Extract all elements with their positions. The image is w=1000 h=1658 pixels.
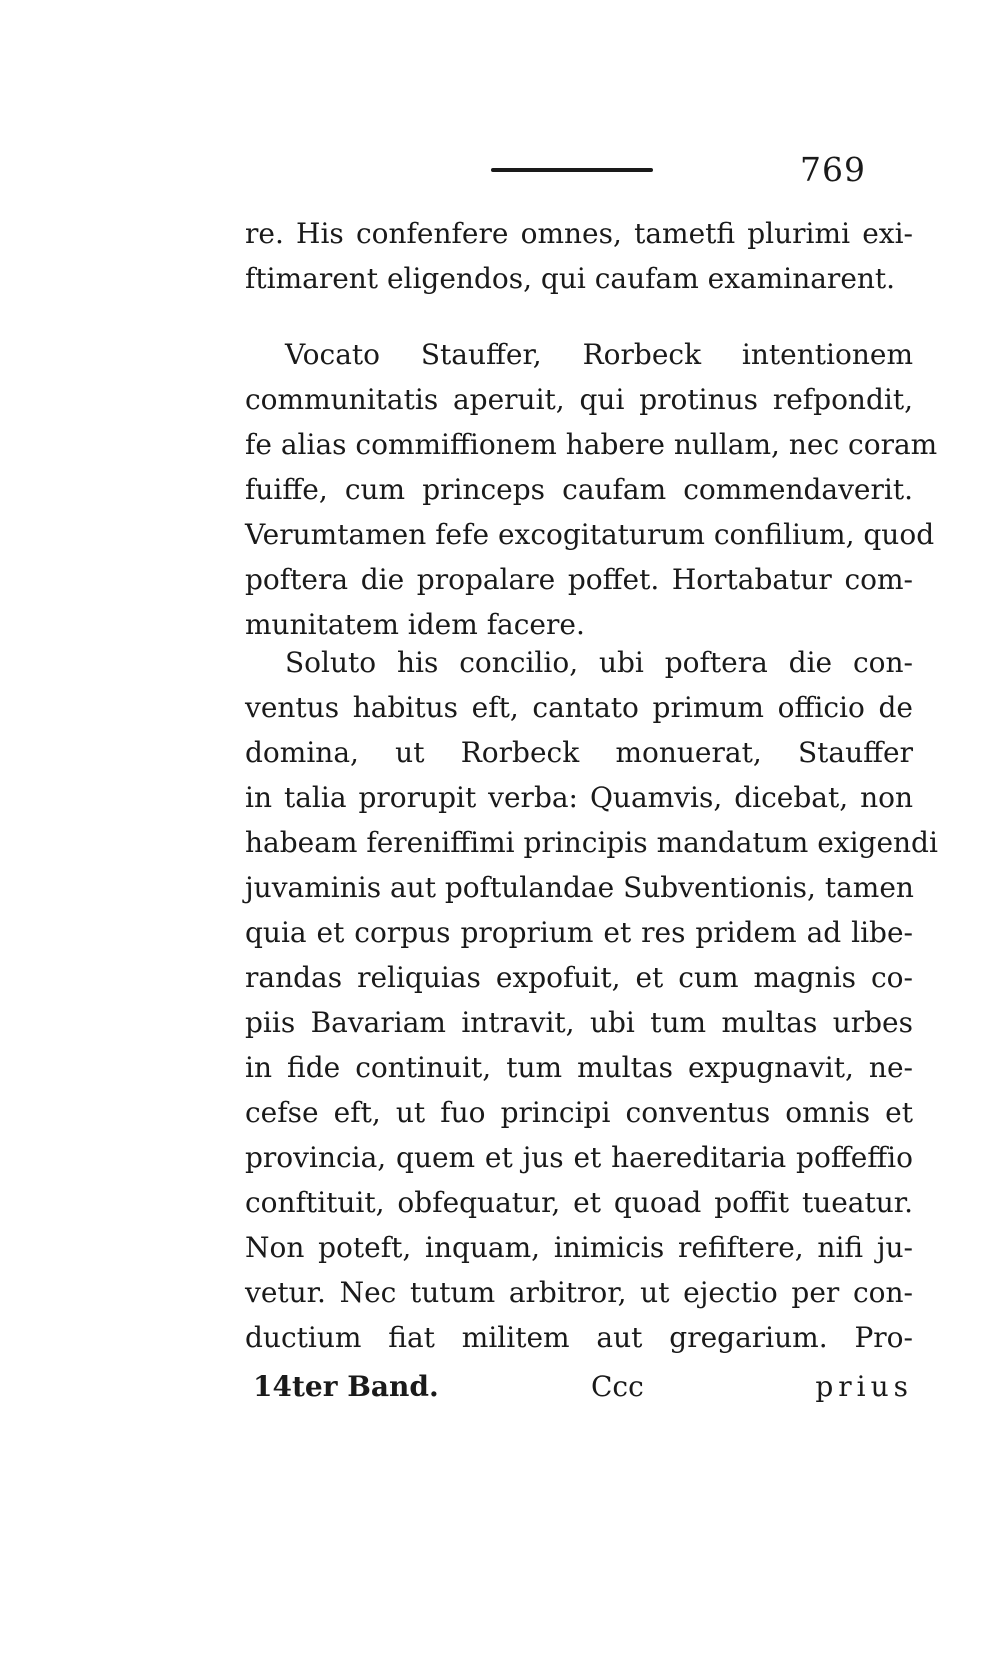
page-number: 769	[800, 150, 866, 189]
text-line: habeam fereniffimi principis mandatum exigendi	[245, 826, 938, 859]
text-line: randas reliquias expofuit, et cum magnis co-	[245, 961, 913, 994]
catchword: prius	[815, 1370, 913, 1403]
text-line: fuiffe, cum princeps caufam commendaverit.	[245, 473, 913, 506]
volume-signature: 14ter Band.	[253, 1370, 439, 1403]
text-line: ftimarent eligendos, qui caufam examinarent.	[245, 262, 896, 295]
text-line: Soluto his concilio, ubi poftera die con-	[285, 646, 913, 679]
text-line: cefse eft, ut fuo principi conventus omnis et	[245, 1096, 913, 1129]
text-line: in talia prorupit verba: Quamvis, dicebat, non	[245, 781, 913, 814]
page-footer	[245, 1370, 913, 1410]
text-line: ventus habitus eft, cantato primum officio de	[245, 691, 913, 724]
text-line: piis Bavariam intravit, ubi tum multas urbes	[245, 1006, 913, 1039]
text-line: Vocato Stauffer, Rorbeck intentionem	[285, 338, 913, 371]
paragraph-2	[245, 332, 938, 647]
text-line: Non poteft, inquam, inimicis refiftere, nifi ju-	[245, 1231, 913, 1264]
text-line: juvaminis aut poftulandae Subventionis, tamen	[245, 871, 914, 904]
text-line: re. His confenfere omnes, tametfi plurimi exi-	[245, 217, 913, 250]
text-line: poftera die propalare poffet. Hortabatur com-	[245, 563, 913, 596]
text-line: quia et corpus proprium et res pridem ad libe-	[245, 916, 913, 949]
gathering-signature: Ccc	[591, 1370, 644, 1403]
text-line: munitatem idem facere.	[245, 608, 585, 641]
paragraph-3	[245, 640, 938, 1360]
text-line: fe alias commiffionem habere nullam, nec coram	[245, 428, 938, 461]
text-line: domina, ut Rorbeck monuerat, Stauffer	[245, 736, 913, 769]
text-line: Verumtamen fefe excogitaturum confilium, quod	[245, 518, 935, 551]
text-line: conftituit, obfequatur, et quoad poffit tueatur.	[245, 1186, 913, 1219]
text-line: communitatis aperuit, qui protinus refpondit,	[245, 383, 913, 416]
text-line: vetur. Nec tutum arbitror, ut ejectio per con-	[245, 1276, 913, 1309]
text-line: provincia, quem et jus et haereditaria poffeffio	[245, 1141, 913, 1174]
paragraph-1	[245, 211, 913, 301]
text-line: in fide continuit, tum multas expugnavit, ne-	[245, 1051, 913, 1084]
header-rule	[491, 168, 653, 172]
text-line: ductium fiat militem aut gregarium. Pro-	[245, 1321, 913, 1354]
